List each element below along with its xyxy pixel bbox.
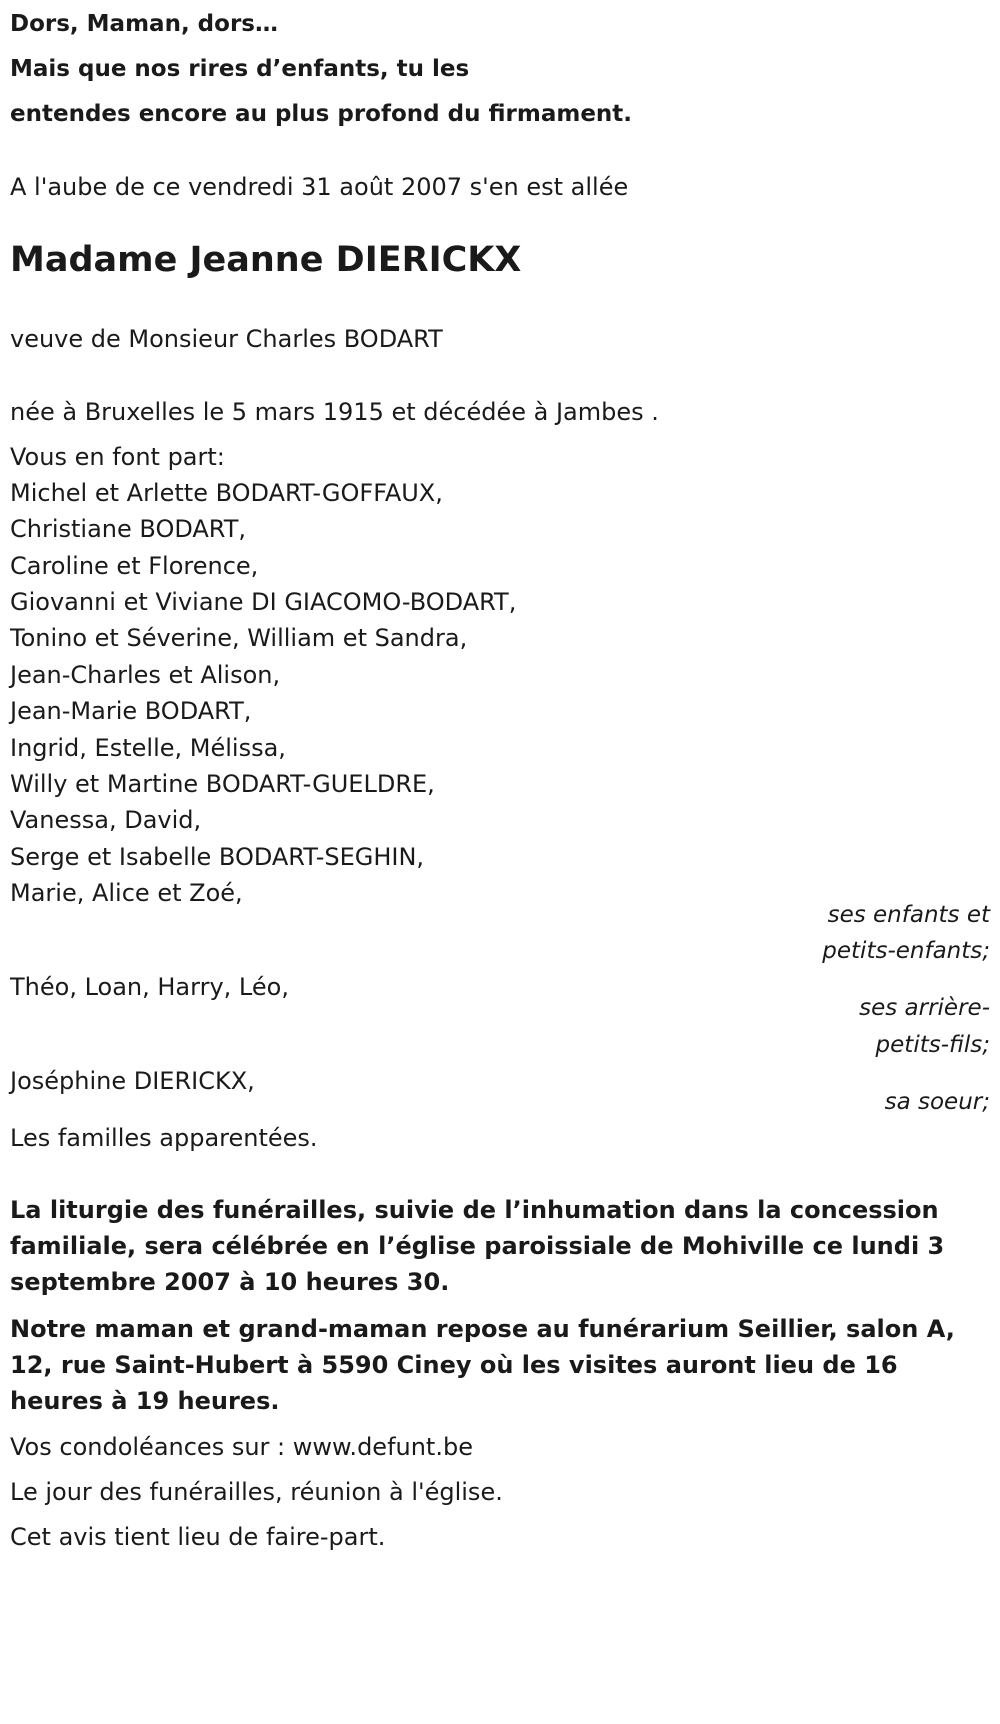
- sister-line: Joséphine DIERICKX,: [10, 1067, 255, 1095]
- intro-text: A l'aube de ce vendredi 31 août 2007 s'en est allée: [10, 173, 629, 201]
- relation-label: ses enfants et: [827, 902, 990, 928]
- family-line: Giovanni et Viviane DI GIACOMO-BODART,: [10, 588, 517, 616]
- family-line: Michel et Arlette BODART-GOFFAUX,: [10, 479, 443, 507]
- announcers-title: Vous en font part:: [10, 443, 225, 471]
- liturgy-line: septembre 2007 à 10 heures 30.: [10, 1268, 450, 1296]
- family-line: Vanessa, David,: [10, 806, 202, 834]
- relation-label: ses arrière-: [859, 995, 990, 1021]
- families-line: Les familles apparentées.: [10, 1124, 318, 1152]
- funerarium-line: 12, rue Saint-Hubert à 5590 Ciney où les visites auront lieu de 16: [10, 1351, 898, 1379]
- family-line: Marie, Alice et Zoé,: [10, 879, 243, 907]
- family-line: Tonino et Séverine, William et Sandra,: [10, 624, 468, 652]
- family-line: Christiane BODART,: [10, 515, 247, 543]
- relation-label: petits-fils;: [875, 1032, 990, 1058]
- family-line: Jean-Marie BODART,: [10, 697, 252, 725]
- poem-line-3: entendes encore au plus profond du firmament.: [10, 101, 633, 127]
- family-line: Jean-Charles et Alison,: [10, 661, 281, 689]
- funerarium-line: heures à 19 heures.: [10, 1387, 280, 1415]
- widow-of-text: veuve de Monsieur Charles BODART: [10, 325, 443, 353]
- family-line: Ingrid, Estelle, Mélissa,: [10, 734, 286, 762]
- relation-label: petits-enfants;: [822, 938, 990, 964]
- notice-line: Cet avis tient lieu de faire-part.: [10, 1523, 386, 1551]
- family-line: Caroline et Florence,: [10, 552, 259, 580]
- poem-line-2: Mais que nos rires d’enfants, tu les: [10, 56, 470, 82]
- great-grandchildren-line: Théo, Loan, Harry, Léo,: [10, 973, 289, 1001]
- family-line: Willy et Martine BODART-GUELDRE,: [10, 770, 435, 798]
- liturgy-line: La liturgie des funérailles, suivie de l’inhumation dans la concession: [10, 1196, 939, 1224]
- liturgy-line: familiale, sera célébrée en l’église paroissiale de Mohiville ce lundi 3: [10, 1232, 945, 1260]
- birth-death-text: née à Bruxelles le 5 mars 1915 et décédée à Jambes .: [10, 398, 659, 426]
- family-line: Serge et Isabelle BODART-SEGHIN,: [10, 843, 425, 871]
- relation-label: sa soeur;: [884, 1089, 990, 1115]
- meeting-line: Le jour des funérailles, réunion à l'église.: [10, 1478, 503, 1506]
- funerarium-line: Notre maman et grand-maman repose au funérarium Seillier, salon A,: [10, 1315, 955, 1343]
- poem-line-1: Dors, Maman, dors…: [10, 11, 278, 37]
- condolences-line: Vos condoléances sur : www.defunt.be: [10, 1433, 473, 1461]
- deceased-name: Madame Jeanne DIERICKX: [10, 240, 522, 280]
